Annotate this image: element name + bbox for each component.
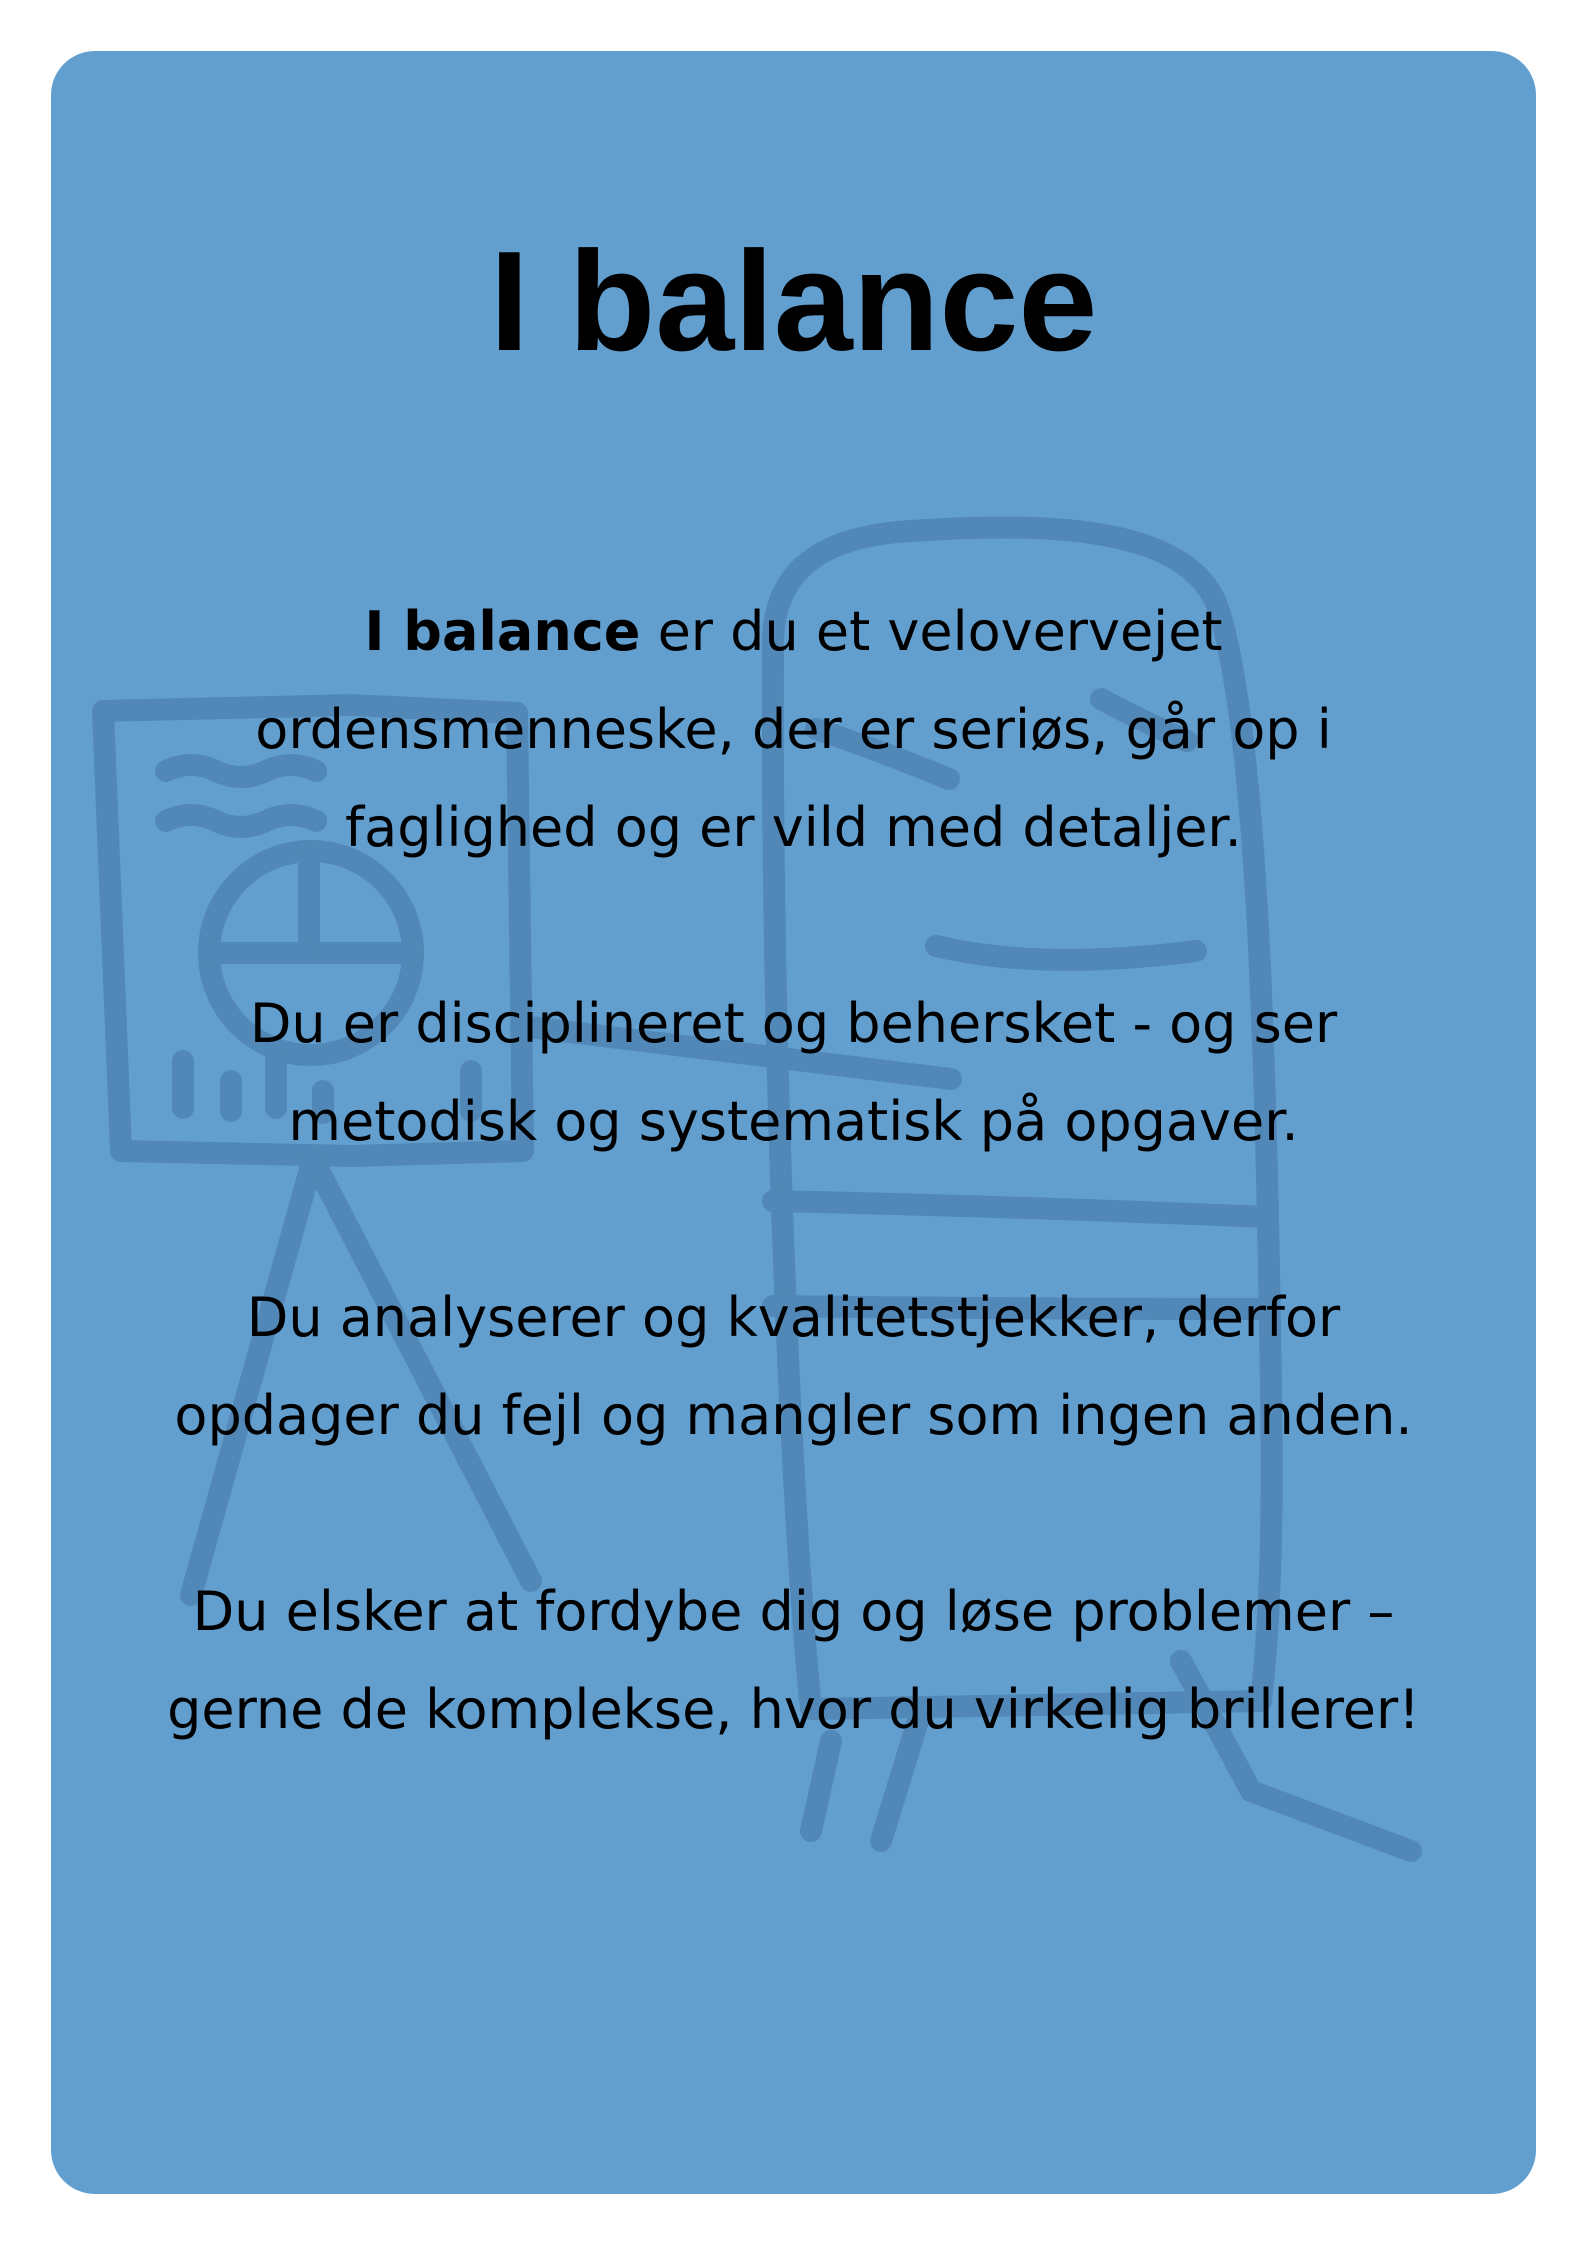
card-description (146, 583, 1441, 1759)
paragraph-discipline: Du er disciplineret og behersket - og ser metodisk og systematisk på opgaver. (249, 992, 1338, 1153)
paragraph-analysis: Du analyserer og kvalitetstjekker, derfor opdager du fejl og mangler som ingen anden. (174, 1286, 1413, 1447)
paragraph-text: er du et velovervejet ordensmenneske, der er seriøs, går op i faglighed og er vild med detaljer. (255, 600, 1332, 859)
card-title: I balance (489, 222, 1098, 381)
paragraph-intro (146, 583, 1441, 877)
personality-card (51, 51, 1536, 2194)
paragraph-problem-solving: Du elsker at fordybe dig og løse problemer – gerne de komplekse, hvor du virkelig brillerer! (167, 1580, 1420, 1741)
paragraph-lead: I balance (364, 600, 641, 663)
